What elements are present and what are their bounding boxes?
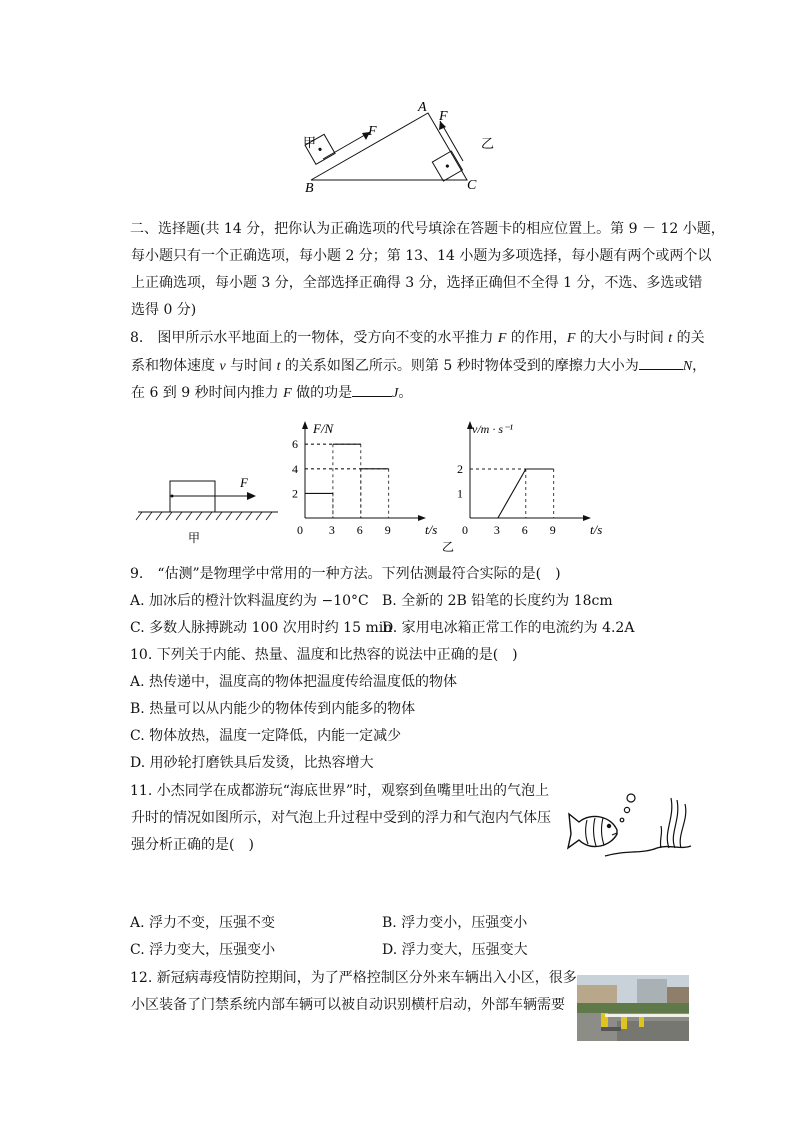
- x-axis-label: t/s: [590, 522, 603, 537]
- q11-option-a[interactable]: A. 浮力不变，压强不变: [130, 915, 276, 931]
- label-F-right: F: [439, 109, 448, 124]
- y-tick-label: 1: [457, 486, 463, 501]
- q11-line2: 升时的情况如图所示，对气泡上升过程中受到的浮力和气泡内气体压: [131, 810, 551, 826]
- seaweed: [667, 798, 672, 848]
- q11-option-c[interactable]: C. 浮力变大，压强变小: [130, 942, 276, 958]
- y-axis-label: v/m · s⁻¹: [472, 422, 513, 436]
- q10-option-c[interactable]: C. 物体放热，温度一定降低，内能一定减少: [130, 728, 402, 744]
- q10-option-a[interactable]: A. 热传递中，温度高的物体把温度传给温度低的物体: [130, 674, 458, 690]
- x-tick-label: 9: [549, 523, 556, 537]
- figure-jia: [130, 470, 290, 550]
- q10-option-b[interactable]: B. 热量可以从内能少的物体传到内能多的物体: [130, 701, 416, 717]
- force-label: F: [240, 475, 248, 490]
- y-tick-label: 2: [292, 486, 298, 501]
- barrier-arm: [605, 1014, 689, 1017]
- label-A: A: [418, 100, 427, 115]
- q10-stem: 10. 下列关于内能、热量、温度和比热容的说法中正确的是( ): [130, 647, 518, 663]
- label-B: B: [305, 181, 314, 196]
- block-yi: [432, 151, 462, 181]
- q10-option-d[interactable]: D. 用砂轮打磨铁具后发烫，比热容增大: [130, 755, 374, 771]
- y-tick-label: 2: [457, 462, 463, 476]
- chart-force-time: [285, 415, 455, 555]
- gate-photo: [577, 975, 689, 1041]
- y-tick-label: 6: [292, 437, 298, 452]
- q9-option-c[interactable]: C. 多数人脉搏跳动 100 次用时约 15 min: [130, 620, 393, 636]
- q12-line2: 小区装备了门禁系统内部车辆可以被自动识别横杆启动，外部车辆需要: [131, 997, 565, 1013]
- sea-floor: [605, 846, 691, 856]
- q11-option-b[interactable]: B. 浮力变小，压强变小: [382, 915, 528, 931]
- q9-option-b[interactable]: B. 全新的 2B 铅笔的长度约为 18cm: [382, 593, 613, 609]
- x-tick-label: 3: [493, 523, 500, 537]
- jia-label: 甲: [188, 531, 201, 545]
- q8-line1: 8. 图甲所示水平地面上的一物体，受方向不变的水平推力 F 的作用，F 的大小与时间 t 的关: [130, 330, 705, 346]
- q9-stem: 9. “估测”是物理学中常用的一种方法。下列估测最符合实际的是( ): [130, 566, 561, 582]
- x-tick-label: 0: [462, 523, 468, 537]
- q8-line3: 在 6 到 9 秒时间内推力 F 做的功是 J。: [131, 385, 413, 401]
- x-tick-label: 0: [297, 523, 303, 537]
- x-tick-label: 6: [521, 523, 528, 537]
- bubble: [627, 794, 635, 802]
- x-tick-label: 3: [328, 523, 335, 537]
- label-C: C: [467, 178, 477, 193]
- answer-blank-work[interactable]: [352, 384, 392, 397]
- section2-line2: 每小题只有一个正确选项，每小题 2 分；第 13、14 小题为多项选择，每小题有两个或两个以: [131, 248, 712, 264]
- q9-option-d[interactable]: D. 家用电冰箱正常工作的电流约为 4.2A: [382, 620, 635, 636]
- q8-line2: 系和物体速度 v 与时间 t 的关系如图乙所示。则第 5 秒时物体受到的摩擦力大小为 N，: [131, 358, 707, 374]
- q11-line1: 11. 小杰同学在成都游玩“海底世界”时，观察到鱼嘴里吐出的气泡上: [130, 783, 550, 799]
- section2-line1: 二、选择题(共 14 分，把你认为正确选项的代号填涂在答题卡的相应位置上。第 9 － 12 小题，: [130, 221, 725, 237]
- chart-velocity-time: [450, 415, 620, 555]
- q9-option-a[interactable]: A. 加冰后的橙汁饮料温度约为 −10°C: [130, 593, 369, 609]
- label-yi: 乙: [481, 136, 495, 151]
- section2-line4: 选得 0 分): [131, 302, 197, 318]
- x-tick-label: 6: [356, 523, 363, 537]
- section2-line3: 上正确选项，每小题 3 分，全部选择正确得 3 分，选择正确但不全得 1 分，不选、多选或错: [131, 275, 703, 291]
- ground-hatching: [136, 512, 272, 520]
- data-line-segment: [498, 469, 526, 518]
- label-F-left: F: [368, 124, 377, 139]
- x-tick-label: 9: [384, 523, 391, 537]
- yi-label: 乙: [442, 540, 455, 554]
- fish-body: [568, 814, 617, 848]
- y-tick-label: 4: [292, 461, 298, 476]
- y-axis-label: F/N: [313, 421, 334, 436]
- incline-diagram: [295, 95, 505, 197]
- label-jia: 甲: [303, 135, 317, 150]
- bubble: [624, 807, 629, 812]
- x-axis-label: t/s: [425, 522, 438, 537]
- fish-bubbles-illustration: [565, 790, 695, 865]
- q12-line1: 12. 新冠病毒疫情防控期间，为了严格控制区分外来车辆出入小区，很多: [130, 970, 577, 986]
- bubble: [620, 818, 624, 822]
- q11-option-d[interactable]: D. 浮力变大，压强变大: [382, 942, 528, 958]
- q11-line3: 强分析正确的是( ): [131, 837, 254, 853]
- answer-blank-friction[interactable]: [639, 357, 683, 370]
